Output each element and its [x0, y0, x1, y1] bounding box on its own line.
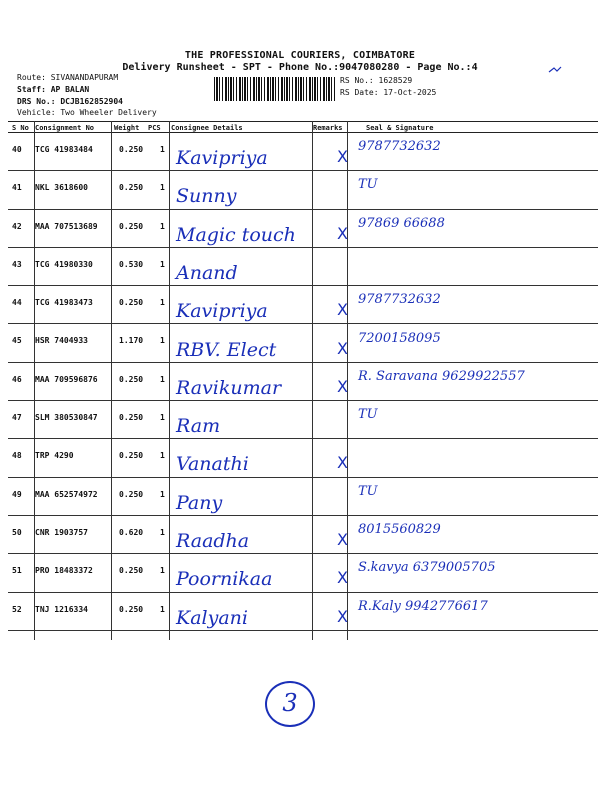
cell-sno: 40	[12, 145, 22, 154]
staff-label: Staff: AP BALAN	[17, 85, 90, 94]
delivery-cross-mark: X	[337, 338, 348, 358]
cell-weight: 0.250	[119, 566, 144, 576]
cell-consignment: NKL 3618600	[35, 183, 88, 193]
cell-sno: 50	[12, 527, 22, 537]
delivery-cross-mark: X	[337, 300, 348, 320]
table-row	[8, 324, 598, 362]
handwritten-consignee: Kalyani	[176, 606, 248, 629]
cell-sno: 46	[12, 374, 22, 384]
delivery-cross-mark: X	[337, 568, 348, 588]
handwritten-signature: 97869 66688	[358, 215, 445, 231]
handwritten-signature: TU	[358, 407, 378, 423]
cell-weight: 0.250	[119, 374, 144, 384]
table-row	[8, 210, 598, 248]
cell-sno: 42	[12, 221, 22, 231]
cell-consignment: PRO 18483372	[35, 566, 93, 576]
table-row	[8, 554, 598, 592]
handwritten-consignee: Vanathi	[176, 453, 249, 476]
handwritten-signature: S.kavya 6379005705	[358, 560, 496, 576]
col-pcs: PCS	[148, 124, 161, 132]
cell-pcs: 1	[160, 145, 165, 154]
runsheet-title: THE PROFESSIONAL COURIERS, COIMBATORE	[184, 50, 416, 61]
cell-pcs: 1	[160, 604, 165, 614]
handwritten-signature: 7200158095	[358, 330, 441, 346]
cell-weight: 0.250	[119, 489, 144, 499]
rs-date-label: RS Date: 17-Oct-2025	[340, 88, 437, 97]
col-consignment: Consignment No	[35, 124, 95, 132]
cell-pcs: 1	[160, 298, 165, 308]
col-consignee: Consignee Details	[171, 124, 243, 132]
cell-pcs: 1	[160, 451, 165, 461]
cell-sno: 41	[12, 183, 22, 193]
handwritten-consignee: Anand	[176, 261, 238, 284]
cell-weight: 1.170	[119, 336, 144, 346]
cell-sno: 45	[12, 336, 22, 346]
col-seal: Seal & Signature	[366, 124, 434, 132]
handwritten-signature: 8015560829	[358, 522, 441, 537]
cell-sno: 47	[12, 413, 22, 423]
cell-consignment: SLM 380530847	[35, 413, 98, 423]
cell-pcs: 1	[160, 489, 165, 499]
cell-sno: 43	[12, 259, 22, 269]
table-row	[8, 401, 598, 439]
table-row	[8, 516, 598, 554]
handwritten-signature: TU	[358, 483, 378, 499]
handwritten-signature: TU	[358, 177, 378, 193]
handwritten-consignee: Ravikumar	[176, 376, 282, 399]
handwritten-consignee: Sunny	[176, 185, 237, 208]
cell-pcs: 1	[160, 566, 165, 576]
cell-weight: 0.250	[119, 604, 144, 614]
runsheet-subtitle: Delivery Runsheet - SPT - Phone No.:9047080280 - Page No.:4	[122, 62, 478, 73]
cell-pcs: 1	[160, 336, 165, 346]
column-divider	[169, 121, 170, 640]
cell-consignment: TRP 4290	[35, 451, 74, 461]
cell-sno: 51	[12, 566, 22, 576]
col-sno: S No	[12, 124, 29, 132]
cell-pcs: 1	[160, 374, 165, 384]
table-row	[8, 286, 598, 324]
cell-weight: 0.250	[119, 183, 144, 193]
handwritten-signature: 9787732632	[358, 292, 441, 308]
cell-consignment: TCG 41980330	[35, 259, 93, 269]
cell-consignment: TNJ 1216334	[35, 604, 88, 614]
table-row	[8, 439, 598, 477]
cell-weight: 0.530	[119, 259, 144, 269]
cell-weight: 0.250	[119, 298, 144, 308]
cell-consignment: MAA 652574972	[35, 489, 98, 499]
col-weight: Weight	[114, 124, 140, 132]
cell-consignment: HSR 7404933	[35, 336, 88, 346]
cell-sno: 44	[12, 298, 22, 308]
handwritten-consignee: Kavipriya	[176, 300, 268, 323]
handwritten-consignee: Poornikaa	[176, 568, 273, 591]
handwritten-signature: R.Kaly 9942776617	[358, 598, 488, 614]
pen-mark	[548, 66, 562, 74]
barcode	[214, 77, 336, 101]
table-row	[8, 133, 598, 171]
cell-consignment: TCG 41983484	[35, 145, 93, 154]
column-divider	[34, 121, 35, 640]
handwritten-consignee: Pany	[176, 491, 223, 514]
drs-label: DRS No.: DCJB162852904	[17, 97, 123, 106]
cell-pcs: 1	[160, 527, 165, 537]
table-row	[8, 248, 598, 286]
table-row	[8, 593, 598, 631]
delivery-cross-mark: X	[337, 530, 348, 549]
cell-pcs: 1	[160, 259, 165, 269]
cell-weight: 0.250	[119, 145, 144, 154]
cell-weight: 0.620	[119, 527, 144, 537]
column-divider	[312, 121, 313, 640]
col-remarks: Remarks	[313, 124, 343, 132]
table-header	[8, 121, 598, 133]
cell-sno: 48	[12, 451, 22, 461]
handwritten-signature: 9787732632	[358, 139, 441, 154]
cell-weight: 0.250	[119, 221, 144, 231]
rs-no-label: RS No.: 1628529	[340, 76, 413, 85]
delivery-cross-mark: X	[337, 376, 348, 396]
delivery-cross-mark: X	[337, 223, 348, 243]
table-row	[8, 171, 598, 209]
vehicle-label: Vehicle: Two Wheeler Delivery	[17, 108, 157, 117]
handwritten-consignee: Raadha	[176, 530, 250, 552]
delivery-cross-mark: X	[337, 606, 348, 626]
handwritten-consignee: Ram	[176, 415, 221, 438]
page-mark-number: 3	[282, 689, 298, 717]
delivery-cross-mark: X	[337, 147, 348, 166]
cell-consignment: CNR 1903757	[35, 527, 88, 537]
route-label: Route: SIVANANDAPURAM	[17, 73, 119, 82]
handwritten-consignee: RBV. Elect	[176, 338, 277, 361]
column-divider	[111, 121, 112, 640]
handwritten-consignee: Kavipriya	[176, 147, 268, 169]
cell-pcs: 1	[160, 183, 165, 193]
cell-weight: 0.250	[119, 451, 144, 461]
cell-consignment: TCG 41983473	[35, 298, 93, 308]
delivery-cross-mark: X	[337, 453, 348, 473]
page-circle-mark	[265, 681, 315, 727]
handwritten-signature: R. Saravana 9629922557	[358, 368, 525, 384]
table-row	[8, 478, 598, 516]
cell-consignment: MAA 707513689	[35, 221, 98, 231]
cell-sno: 49	[12, 489, 22, 499]
cell-sno: 52	[12, 604, 22, 614]
cell-pcs: 1	[160, 413, 165, 423]
cell-pcs: 1	[160, 221, 165, 231]
cell-consignment: MAA 709596876	[35, 374, 98, 384]
handwritten-consignee: Magic touch	[176, 223, 296, 246]
cell-weight: 0.250	[119, 413, 144, 423]
